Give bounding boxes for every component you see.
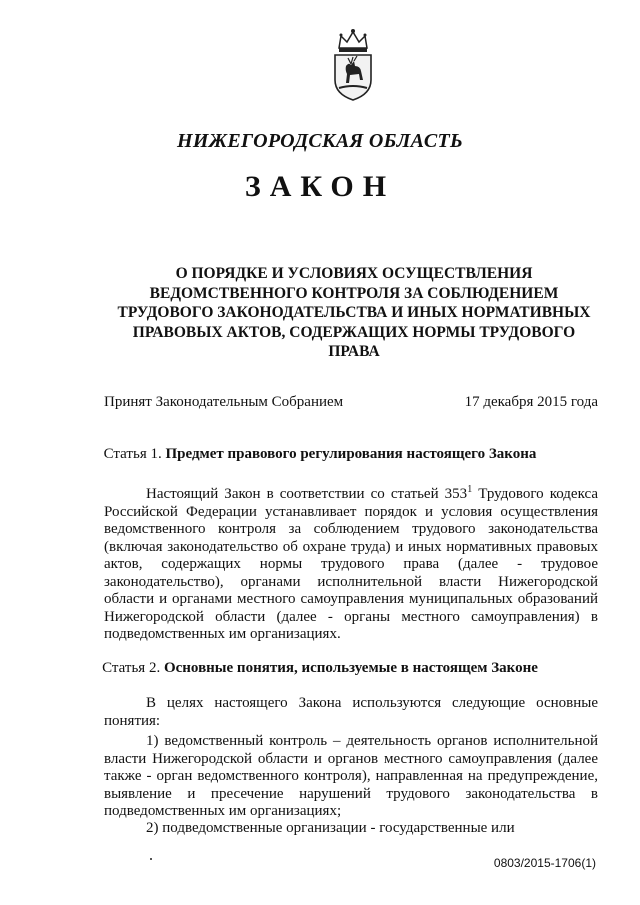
- superscript: 1: [467, 484, 473, 495]
- article-1-heading: [0, 446, 640, 463]
- article-1-title: Предмет правового регулирования настоящего Закона: [165, 446, 537, 462]
- adoption-date: 17 декабря 2015 года: [464, 394, 598, 410]
- article-1-body-start: Настоящий Закон в соответствии со статьей 353: [146, 486, 468, 502]
- article-2-heading: [0, 660, 640, 677]
- article-1-prefix: Статья 1.: [103, 446, 162, 462]
- article-2-intro: В целях настоящего Закона используются следующие основные понятия:: [104, 695, 598, 729]
- title-line: ТРУДОВОГО ЗАКОНОДАТЕЛЬСТВА И ИНЫХ НОРМАТИВНЫХ: [117, 304, 591, 321]
- adoption-line: [104, 394, 598, 411]
- document-number: 0803/2015-1706(1): [493, 856, 596, 870]
- article-2-item-2: 2) подведомственные организации - государственные или: [146, 820, 515, 836]
- title-line: ПРАВОВЫХ АКТОВ, СОДЕРЖАЩИХ НОРМЫ ТРУДОВОГО: [132, 323, 576, 341]
- title-line: ПРАВА: [328, 343, 380, 360]
- scan-speck: [150, 858, 152, 860]
- document-type: ЗАКОН: [244, 170, 396, 203]
- region-name: НИЖЕГОРОДСКАЯ ОБЛАСТЬ: [177, 130, 463, 152]
- adoption-text: Принят Законодательным Собранием: [104, 394, 344, 410]
- coat-of-arms-icon: [327, 28, 379, 102]
- article-2-title: Основные понятия, используемые в настоящем Законе: [163, 660, 538, 676]
- article-1-body: [104, 481, 598, 644]
- law-title: [108, 264, 600, 362]
- title-line: О ПОРЯДКЕ И УСЛОВИЯХ ОСУЩЕСТВЛЕНИЯ: [175, 265, 533, 282]
- article-1-body-end: Трудового кодекса Российской Федерации устанавливает порядок и условия осуществления ведомственного контроля за соблюдением трудового законодательства (включая законодательство об охране труда) и иных нормативных правовых актов, содержащих нормы трудового права (далее - трудовое законодательство), органами исполнительной власти Нижегородской области и органами местного самоуправления муниципальных образований Нижегородской области (далее - органы местного самоуправления) в подведомственных им организациях.: [104, 486, 598, 642]
- article-2-prefix: Статья 2.: [102, 660, 161, 676]
- article-2-item-1: 1) ведомственный контроль – деятельность органов исполнительной власти Нижегородской области и органов местного самоуправления (далее также - орган ведомственного контроля), направленная на предупреждение, выявление и пресечение нарушений трудового законодательства в подведомственных им организациях;: [104, 733, 598, 819]
- title-line: ВЕДОМСТВЕННОГО КОНТРОЛЯ ЗА СОБЛЮДЕНИЕМ: [149, 284, 559, 302]
